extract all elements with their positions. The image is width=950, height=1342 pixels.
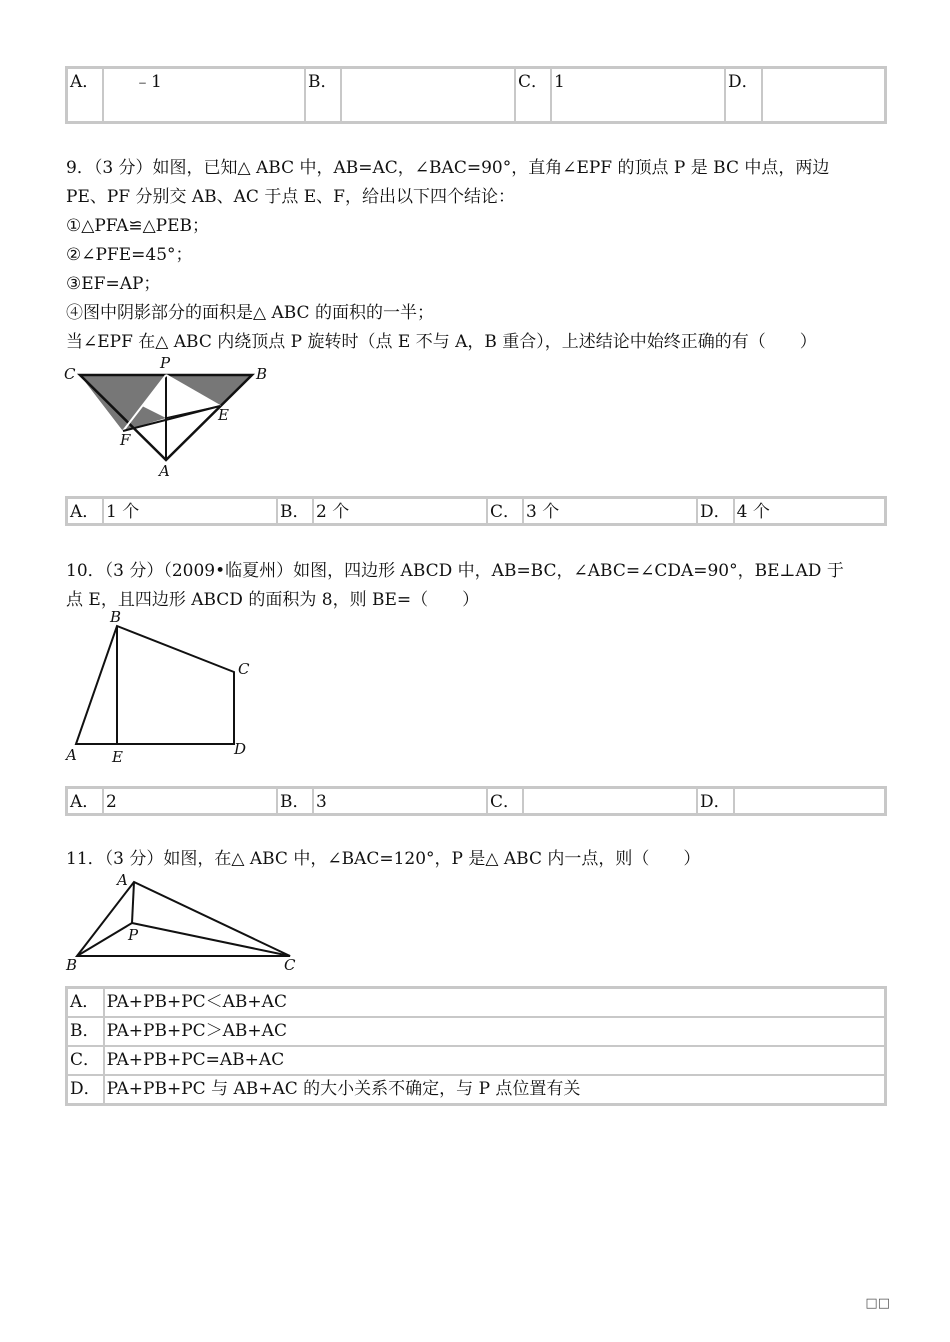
q10-quadrilateral-abcd <box>76 626 234 744</box>
q9-label-e: E <box>218 406 229 424</box>
q11-options-table <box>65 986 887 1106</box>
q11-option-c-label: C． <box>67 1046 104 1075</box>
q11-segment-pa <box>132 882 134 923</box>
q9-conclusion-1: ①△PFA≌△PEB； <box>66 216 210 236</box>
q9-stem <box>66 154 888 357</box>
q10-option-a-label: A． <box>67 788 103 814</box>
q9-option-a-label: A． <box>67 498 103 524</box>
q9-question-line: 当∠EPF 在△ ABC 内绕顶点 P 旋转时（点 E 不与 A，B 重合），上述结论中始终正确的有（ ） <box>66 332 817 352</box>
table-row <box>67 1046 885 1075</box>
q11-option-d-value: PA+PB+PC 与 AB+AC 的大小关系不确定，与 P 点位置有关 <box>104 1075 885 1104</box>
q10-line: 10．（3 分）（2009•临夏州）如图，四边形 ABCD 中，AB=BC，∠ABC=∠CDA=90°，BE⊥AD 于 <box>66 561 844 581</box>
q9-label-f: F <box>120 431 131 449</box>
q8-option-a-label: A． <box>67 68 103 122</box>
q9-label-b: B <box>256 365 268 383</box>
q9-option-b-label: B． <box>277 498 313 524</box>
q10-option-b-label: B． <box>277 788 313 814</box>
table-row <box>67 1017 885 1046</box>
q11-option-a-label: A． <box>67 988 104 1017</box>
q8-option-d-label: D． <box>725 68 762 122</box>
q9-conclusion-3: ③EF=AP； <box>66 274 161 294</box>
q10-label-d: D <box>234 740 247 758</box>
q9-options-table <box>65 496 887 526</box>
q10-option-c-label: C． <box>487 788 523 814</box>
q9-option-b-value: 2 个 <box>313 498 487 524</box>
q10-option-b-value: 3 <box>313 788 487 814</box>
table-row <box>67 988 885 1017</box>
q9-label-c: C <box>64 365 76 383</box>
q10-option-a-value: 2 <box>103 788 277 814</box>
q11-label-b: B <box>66 956 78 974</box>
q8-option-c-value: 1 <box>551 68 725 122</box>
q9-option-d-value: 4 个 <box>734 498 885 524</box>
q9-conclusion-2: ②∠PFE=45°； <box>66 245 193 265</box>
q8-option-b-label: B． <box>305 68 341 122</box>
q9-line: PE、PF 分别交 AB、AC 于点 E、F，给出以下四个结论： <box>66 187 515 207</box>
q10-label-a: A <box>66 746 77 764</box>
q9-shaded-right <box>166 375 252 406</box>
table-row <box>67 498 885 524</box>
q11-option-b-value: PA+PB+PC＞AB+AC <box>104 1017 885 1046</box>
q10-label-c: C <box>238 660 250 678</box>
page-number: □□ <box>865 1296 890 1311</box>
q10-options-table <box>65 786 887 816</box>
q8-option-b-value <box>341 68 515 122</box>
q8-option-c-label: C． <box>515 68 551 122</box>
q11-segment-pc <box>132 923 290 956</box>
q9-figure <box>62 356 282 480</box>
q10-stem <box>66 557 888 615</box>
q9-option-c-label: C． <box>487 498 523 524</box>
q9-conclusion-4: ④图中阴影部分的面积是△ ABC 的面积的一半； <box>66 303 434 323</box>
q9-option-d-label: D． <box>697 498 734 524</box>
q10-option-d-label: D． <box>697 788 734 814</box>
table-row <box>67 788 885 814</box>
q11-line: 11．（3 分）如图，在△ ABC 中，∠BAC=120°，P 是△ ABC 内一点，则（ ） <box>66 849 701 869</box>
q11-triangle-abc <box>77 882 290 956</box>
q8-option-a-value: ﹣1 <box>103 68 305 122</box>
q11-figure <box>62 870 302 975</box>
q11-label-a: A <box>117 871 128 889</box>
q9-label-p: P <box>160 356 171 372</box>
q10-label-e: E <box>112 748 123 766</box>
q8-options-table <box>65 66 887 124</box>
q11-option-a-value: PA+PB+PC＜AB+AC <box>104 988 885 1017</box>
q11-segment-pb <box>77 923 132 956</box>
q9-option-c-value: 3 个 <box>523 498 697 524</box>
q8-option-d-value <box>762 68 885 122</box>
q9-label-a: A <box>159 462 170 480</box>
q10-line: 点 E，且四边形 ABCD 的面积为 8，则 BE=（ ） <box>66 590 480 610</box>
q9-line: 9．（3 分）如图，已知△ ABC 中，AB=AC，∠BAC=90°，直角∠EPF 的顶点 P 是 BC 中点，两边 <box>66 158 830 178</box>
q11-label-c: C <box>284 956 296 974</box>
q11-option-c-value: PA+PB+PC=AB+AC <box>104 1046 885 1075</box>
q10-label-b: B <box>110 608 122 626</box>
q10-option-c-value <box>523 788 697 814</box>
table-row <box>67 68 885 122</box>
q11-option-d-label: D． <box>67 1075 104 1104</box>
table-row <box>67 1075 885 1104</box>
q11-option-b-label: B． <box>67 1017 104 1046</box>
q11-label-p: P <box>128 926 139 944</box>
q10-option-d-value <box>734 788 885 814</box>
q10-figure <box>62 608 262 768</box>
q9-option-a-value: 1 个 <box>103 498 277 524</box>
